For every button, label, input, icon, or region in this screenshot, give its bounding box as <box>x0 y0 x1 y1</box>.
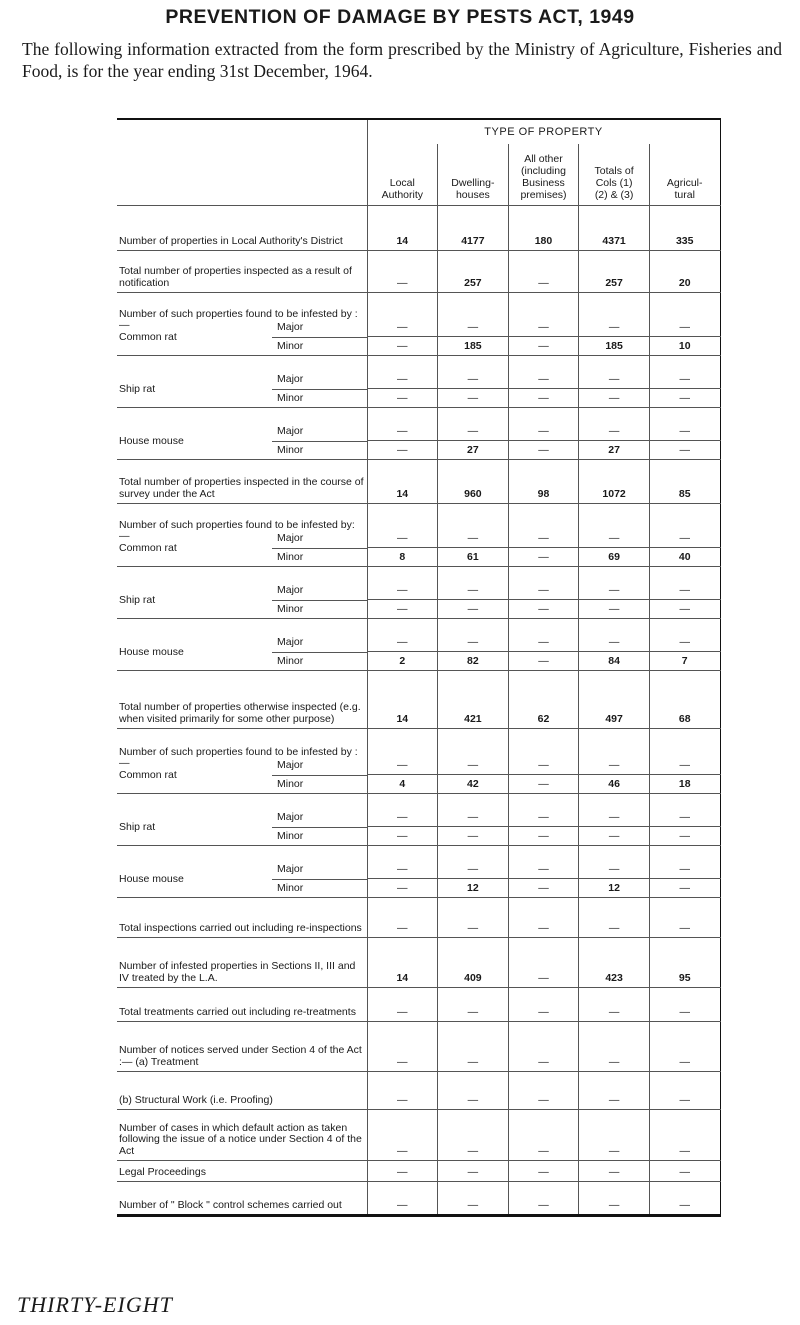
value-cell: — <box>367 251 438 293</box>
severity-label: Major <box>277 636 304 648</box>
value-cell: — <box>438 846 509 879</box>
value-cell: — <box>649 600 720 619</box>
table-row <box>117 827 720 846</box>
value-cell: 12 <box>438 879 509 898</box>
severity-label: Minor <box>277 654 304 667</box>
value-cell: — <box>438 988 509 1022</box>
table-row <box>117 1022 720 1072</box>
value-cell: — <box>508 898 579 938</box>
column-header-line: tural <box>674 189 695 201</box>
row-label: Legal Proceedings <box>119 1165 206 1178</box>
value-cell: — <box>508 652 579 671</box>
severity-label: Minor <box>277 443 304 456</box>
table-row <box>117 1110 720 1161</box>
value-cell: — <box>508 408 579 441</box>
severity-label: Minor <box>277 881 304 894</box>
value-cell: — <box>649 729 720 775</box>
column-header-line: All other <box>524 153 563 165</box>
row-label-cell <box>117 1161 367 1182</box>
row-label-cell <box>117 1022 367 1072</box>
column-header <box>367 144 438 206</box>
value-cell: — <box>367 1161 438 1182</box>
value-cell: — <box>649 619 720 652</box>
row-label: Total number of properties inspected as a result of notification <box>119 265 352 289</box>
value-cell: — <box>367 827 438 846</box>
value-cell: — <box>579 504 650 548</box>
value-cell: — <box>367 619 438 652</box>
value-cell: 409 <box>438 938 509 988</box>
value-cell: 2 <box>367 652 438 671</box>
row-label-cell <box>117 460 367 504</box>
column-header <box>508 144 579 206</box>
value-cell: 69 <box>579 548 650 567</box>
value-cell: 14 <box>367 460 438 504</box>
value-cell: — <box>649 827 720 846</box>
value-cell: 27 <box>579 441 650 460</box>
value-cell: — <box>508 337 579 356</box>
severity-label: Minor <box>277 602 304 615</box>
column-header <box>438 144 509 206</box>
value-cell: — <box>438 567 509 600</box>
row-label-cell <box>117 441 367 460</box>
row-label: Number of notices served under Section 4 of the Act :— (a) Treatment <box>119 1044 362 1068</box>
value-cell: — <box>649 567 720 600</box>
row-label-cell <box>117 619 367 652</box>
value-cell: — <box>649 794 720 827</box>
row-label-cell <box>117 504 367 548</box>
value-cell: 46 <box>579 775 650 794</box>
row-label-cell <box>117 408 367 441</box>
value-cell: — <box>438 1072 509 1110</box>
value-cell: — <box>579 1161 650 1182</box>
value-cell: 960 <box>438 460 509 504</box>
value-cell: — <box>438 1182 509 1216</box>
value-cell: — <box>508 846 579 879</box>
row-label-cell <box>117 567 367 600</box>
value-cell: — <box>367 729 438 775</box>
value-cell: 20 <box>649 251 720 293</box>
value-cell: — <box>579 389 650 408</box>
value-cell: — <box>367 846 438 879</box>
row-label-cell <box>117 337 367 356</box>
value-cell: — <box>508 504 579 548</box>
value-cell: — <box>508 1022 579 1072</box>
value-cell: 257 <box>579 251 650 293</box>
value-cell: — <box>367 337 438 356</box>
column-header-line: Local <box>389 177 415 189</box>
severity-label: Minor <box>277 339 304 352</box>
value-cell: — <box>367 988 438 1022</box>
value-cell: 335 <box>649 206 720 251</box>
value-cell: 180 <box>508 206 579 251</box>
value-cell: — <box>579 619 650 652</box>
value-cell: 10 <box>649 337 720 356</box>
value-cell: — <box>649 846 720 879</box>
value-cell: — <box>367 356 438 389</box>
row-label: Total inspections carried out including re-inspections <box>119 921 362 934</box>
value-cell: — <box>649 293 720 337</box>
value-cell: — <box>508 441 579 460</box>
column-header-line: (including <box>521 165 566 177</box>
value-cell: — <box>579 1072 650 1110</box>
severity-label: Major <box>277 373 304 385</box>
value-cell: — <box>438 408 509 441</box>
severity-label: Minor <box>277 829 304 842</box>
value-cell: — <box>508 293 579 337</box>
severity-label: Major <box>277 584 304 596</box>
value-cell: — <box>438 504 509 548</box>
row-label-cell <box>117 1072 367 1110</box>
value-cell: — <box>438 794 509 827</box>
row-label-cell <box>117 794 367 827</box>
type-of-property-heading: TYPE OF PROPERTY <box>367 119 720 144</box>
severity-label: Minor <box>277 550 304 563</box>
value-cell: — <box>579 794 650 827</box>
value-cell: — <box>438 1110 509 1161</box>
value-cell: — <box>367 293 438 337</box>
value-cell: 82 <box>438 652 509 671</box>
value-cell: 4 <box>367 775 438 794</box>
value-cell: — <box>508 1182 579 1216</box>
value-cell: — <box>367 1110 438 1161</box>
value-cell: — <box>579 827 650 846</box>
column-header-line: Cols (1) <box>595 177 633 189</box>
severity-label: Major <box>277 811 304 823</box>
value-cell: — <box>579 729 650 775</box>
table-row <box>117 1072 720 1110</box>
value-cell: — <box>649 441 720 460</box>
value-cell: — <box>508 938 579 988</box>
table-row <box>117 652 720 671</box>
value-cell: — <box>508 1110 579 1161</box>
value-cell: — <box>367 389 438 408</box>
table-row <box>117 846 720 879</box>
page-number: THIRTY-EIGHT <box>17 1292 173 1317</box>
value-cell: — <box>367 1022 438 1072</box>
value-cell: — <box>508 548 579 567</box>
value-cell: 14 <box>367 671 438 729</box>
value-cell: 423 <box>579 938 650 988</box>
row-label-cell <box>117 827 367 846</box>
table-row <box>117 600 720 619</box>
value-cell: — <box>508 600 579 619</box>
row-label-cell <box>117 729 367 775</box>
severity-label: Major <box>277 532 304 544</box>
column-header-line: premises) <box>520 189 567 201</box>
row-label: Number of infested properties in Sections II, III and IV treated by the L.A. <box>119 960 356 984</box>
value-cell: — <box>649 879 720 898</box>
severity-label: Minor <box>277 777 304 790</box>
value-cell: — <box>438 898 509 938</box>
value-cell: — <box>367 504 438 548</box>
value-cell: — <box>649 1182 720 1216</box>
table-row <box>117 251 720 293</box>
row-label: Number of cases in which default action as taken following the issue of a notice under Section 4 of the Act <box>119 1121 362 1157</box>
value-cell: — <box>579 600 650 619</box>
value-cell: 68 <box>649 671 720 729</box>
column-header-line: Authority <box>381 189 424 201</box>
severity-label: Minor <box>277 391 304 404</box>
value-cell: — <box>508 729 579 775</box>
column-header-line: (2) & (3) <box>594 189 634 201</box>
value-cell: — <box>579 846 650 879</box>
table-row <box>117 206 720 251</box>
column-header-line: Agricul- <box>666 177 703 189</box>
table-row <box>117 441 720 460</box>
value-cell: 12 <box>579 879 650 898</box>
value-cell: — <box>438 827 509 846</box>
value-cell: — <box>367 600 438 619</box>
table-row <box>117 389 720 408</box>
value-cell: — <box>438 356 509 389</box>
value-cell: — <box>367 1072 438 1110</box>
value-cell: — <box>367 1182 438 1216</box>
row-label: Total treatments carried out including re-treatments <box>119 1005 356 1018</box>
row-label-cell <box>117 206 367 251</box>
row-label-cell <box>117 988 367 1022</box>
value-cell: — <box>367 441 438 460</box>
value-cell: — <box>367 879 438 898</box>
pests-table <box>117 118 721 1217</box>
value-cell: 85 <box>649 460 720 504</box>
table-row <box>117 879 720 898</box>
column-header-line: houses <box>455 189 490 201</box>
value-cell: 421 <box>438 671 509 729</box>
value-cell: 497 <box>579 671 650 729</box>
value-cell: — <box>508 775 579 794</box>
table-row <box>117 504 720 548</box>
value-cell: 84 <box>579 652 650 671</box>
value-cell: — <box>649 1022 720 1072</box>
row-label-cell <box>117 251 367 293</box>
value-cell: — <box>508 619 579 652</box>
row-label-cell <box>117 879 367 898</box>
value-cell: — <box>367 567 438 600</box>
value-cell: 7 <box>649 652 720 671</box>
row-label-cell <box>117 671 367 729</box>
table-row <box>117 729 720 775</box>
table-row <box>117 548 720 567</box>
row-label-cell <box>117 600 367 619</box>
value-cell: 40 <box>649 548 720 567</box>
value-cell: — <box>508 1072 579 1110</box>
value-cell: 98 <box>508 460 579 504</box>
value-cell: — <box>367 794 438 827</box>
value-cell: — <box>579 1182 650 1216</box>
value-cell: — <box>649 988 720 1022</box>
value-cell: 18 <box>649 775 720 794</box>
column-header <box>579 144 650 206</box>
row-label-cell <box>117 548 367 567</box>
severity-label: Major <box>277 321 304 333</box>
table-row <box>117 567 720 600</box>
value-cell: 8 <box>367 548 438 567</box>
value-cell: 185 <box>438 337 509 356</box>
column-header-line: Business <box>522 177 565 189</box>
column-header <box>649 144 720 206</box>
table-row <box>117 1182 720 1216</box>
table-row <box>117 671 720 729</box>
value-cell: 14 <box>367 938 438 988</box>
value-cell: — <box>649 898 720 938</box>
row-label-cell <box>117 1110 367 1161</box>
row-label: Number of such properties found to be infested by :— <box>119 307 358 331</box>
value-cell: — <box>508 794 579 827</box>
value-cell: — <box>579 567 650 600</box>
value-cell: — <box>649 1110 720 1161</box>
row-label-cell <box>117 1182 367 1216</box>
table-row <box>117 775 720 794</box>
value-cell: — <box>508 567 579 600</box>
row-label: Number of " Block " control schemes carried out <box>119 1198 342 1211</box>
value-cell: — <box>438 1161 509 1182</box>
value-cell: — <box>438 729 509 775</box>
value-cell: — <box>579 293 650 337</box>
value-cell: — <box>367 898 438 938</box>
value-cell: — <box>649 1161 720 1182</box>
row-label-cell <box>117 898 367 938</box>
column-header-line: Totals of <box>594 165 634 177</box>
row-label-cell <box>117 293 367 337</box>
table-row <box>117 619 720 652</box>
value-cell: 14 <box>367 206 438 251</box>
value-cell: — <box>579 356 650 389</box>
value-cell: — <box>367 408 438 441</box>
value-cell: — <box>508 879 579 898</box>
value-cell: 61 <box>438 548 509 567</box>
row-label: Number of properties in Local Authority's District <box>119 234 343 247</box>
table-row <box>117 1161 720 1182</box>
table-row <box>117 337 720 356</box>
corner-cell <box>117 119 367 206</box>
severity-label: Major <box>277 759 304 771</box>
table-row <box>117 898 720 938</box>
value-cell: — <box>438 293 509 337</box>
value-cell: 27 <box>438 441 509 460</box>
row-label: Total number of properties inspected in the course of survey under the Act <box>119 476 364 500</box>
value-cell: — <box>508 251 579 293</box>
value-cell: 95 <box>649 938 720 988</box>
value-cell: 257 <box>438 251 509 293</box>
row-label: (b) Structural Work (i.e. Proofing) <box>119 1093 273 1106</box>
value-cell: 62 <box>508 671 579 729</box>
table-row <box>117 938 720 988</box>
page-title: PREVENTION OF DAMAGE BY PESTS ACT, 1949 <box>165 6 635 28</box>
row-label: Total number of properties otherwise inspected (e.g. when visited primarily for some other purpose) <box>119 701 361 725</box>
row-label-cell <box>117 652 367 671</box>
value-cell: 185 <box>579 337 650 356</box>
value-cell: 4177 <box>438 206 509 251</box>
row-label-cell <box>117 356 367 389</box>
value-cell: 42 <box>438 775 509 794</box>
row-label-cell <box>117 938 367 988</box>
column-header-line: Dwelling- <box>451 177 495 189</box>
row-label: Number of such properties found to be infested by:— <box>119 518 355 542</box>
value-cell: — <box>438 600 509 619</box>
severity-label: Major <box>277 863 304 875</box>
value-cell: — <box>649 356 720 389</box>
value-cell: — <box>579 898 650 938</box>
table-row <box>117 408 720 441</box>
value-cell: — <box>508 988 579 1022</box>
value-cell: — <box>508 1161 579 1182</box>
value-cell: — <box>508 389 579 408</box>
value-cell: — <box>579 1022 650 1072</box>
value-cell: — <box>649 1072 720 1110</box>
row-label-cell <box>117 389 367 408</box>
table-row <box>117 356 720 389</box>
value-cell: — <box>579 1110 650 1161</box>
value-cell: — <box>508 827 579 846</box>
value-cell: 4371 <box>579 206 650 251</box>
table-row <box>117 794 720 827</box>
value-cell: — <box>438 389 509 408</box>
page-subtitle: The following information extracted from the form prescribed by the Ministry of Agriculture, Fisheries and Food, is for the year ending 31st December, 1964. <box>22 39 782 81</box>
value-cell: — <box>649 408 720 441</box>
table-row <box>117 988 720 1022</box>
severity-label: Major <box>277 425 304 437</box>
row-label-cell <box>117 775 367 794</box>
value-cell: — <box>438 1022 509 1072</box>
value-cell: — <box>438 619 509 652</box>
value-cell: — <box>508 356 579 389</box>
row-label-cell <box>117 846 367 879</box>
value-cell: — <box>649 389 720 408</box>
table-row <box>117 460 720 504</box>
value-cell: 1072 <box>579 460 650 504</box>
row-label: Number of such properties found to be infested by :— <box>119 745 358 769</box>
value-cell: — <box>579 988 650 1022</box>
value-cell: — <box>649 504 720 548</box>
table-row <box>117 293 720 337</box>
value-cell: — <box>579 408 650 441</box>
